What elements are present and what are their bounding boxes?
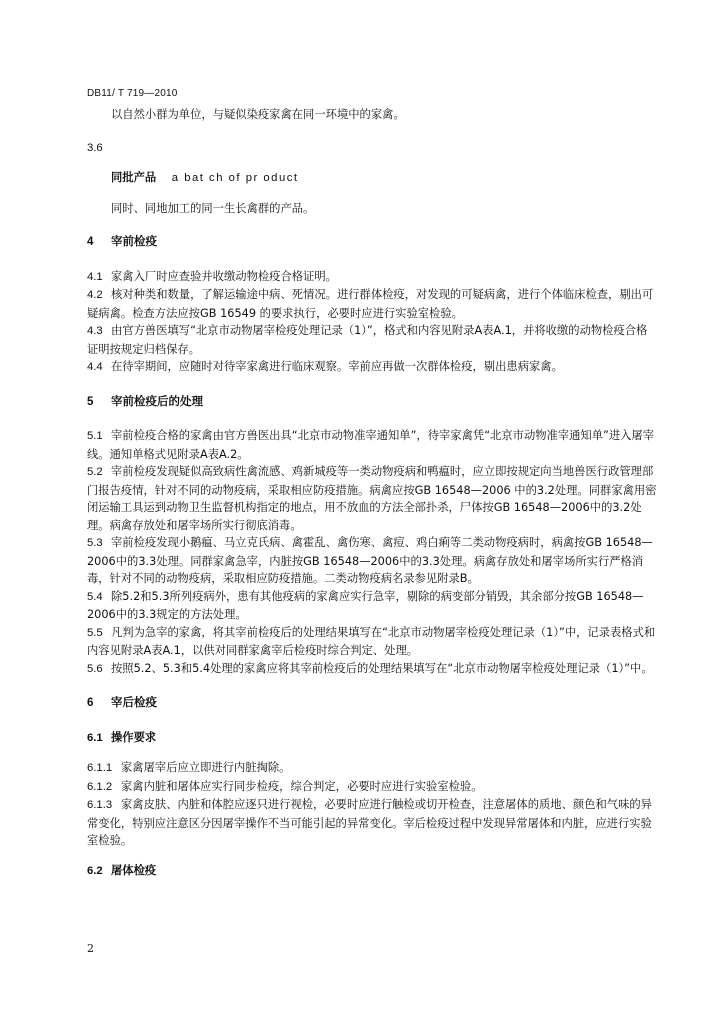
clause-3-6-definition: 同时、同地加工的同一生长禽群的产品。 bbox=[111, 201, 315, 215]
section-5-heading bbox=[87, 393, 657, 412]
clause-item: 6.1.1 家禽屠宰后应立即进行内脏掏除。 bbox=[87, 761, 291, 774]
clause-3-6-number: 3.6 bbox=[87, 141, 103, 154]
section-4-number: 4 bbox=[87, 236, 94, 248]
intro-line: 以自然小群为单位，与疑似染疫家禽在同一环境中的家禽。 bbox=[111, 108, 405, 121]
section-6-1-title: 操作要求 bbox=[111, 730, 157, 744]
clause-item: 4.4 在待宰期间，应随时对待宰家禽进行临床观察。宰前应再做一次群体检疫，剔出患病家禽。 bbox=[87, 360, 563, 373]
clause-item: 5.4 除5.2和5.3所列疫病外，患有其他疫病的家禽应实行急宰，剔除的病变部分销毁，其余部分按GB 16548—2006中的3.3规定的方法处理。 bbox=[87, 589, 644, 621]
clause-item: 5.5 凡判为急宰的家禽，将其宰前检疫后的处理结果填写在“北京市动物屠宰检疫处理记录（1）”中，记录表格式和内容见附录A表A.1，以供对同群家禽宰后检疫时综合判定、处理。 bbox=[87, 625, 656, 657]
section-6-1-heading bbox=[87, 729, 657, 748]
clause-item: 5.1 宰前检疫合格的家禽由官方兽医出具“北京市动物准宰通知单”，待宰家禽凭“北京市动物准宰通知单”进入屠宰线。通知单格式见附录A表A.2。 bbox=[87, 429, 655, 461]
section-5-title: 宰前检疫后的处理 bbox=[111, 393, 203, 408]
clause-item: 4.1 家禽入厂时应查验并收缴动物检疫合格证明。 bbox=[87, 269, 337, 283]
clause-item: 4.2 核对种类和数量，了解运输途中病、死情况。进行群体检疫，对发现的可疑病禽，进行个体临床检查，剔出可疑病禽。检查方法应按GB 16549 的要求执行，必要时应进行实验室检验。 bbox=[87, 288, 654, 320]
section-6-1-number: 6.1 bbox=[87, 731, 103, 744]
section-6-title: 宰后检疫 bbox=[111, 695, 157, 709]
document-body bbox=[87, 106, 657, 880]
section-6-1-items bbox=[87, 759, 657, 850]
section-6-2-title: 屠体检疫 bbox=[111, 863, 157, 877]
section-6-heading bbox=[87, 694, 657, 713]
clause-item: 5.6 按照5.2、5.3和5.4处理的家禽应将其宰前检疫后的处理结果填写在“北京市动物屠宰检疫处理记录（1）”中。 bbox=[87, 661, 653, 675]
clause-item: 4.3 由官方兽医填写“北京市动物屠宰检疫处理记录（1）”，格式和内容见附录A表A.1，并将收缴的动物检疫合格证明按规定归档保存。 bbox=[87, 324, 648, 356]
section-5-items bbox=[87, 427, 657, 678]
section-6-2-heading bbox=[87, 862, 657, 881]
clause-item: 5.3 宰前检疫发现小鹅瘟、马立克氏病、禽霍乱、禽伤寒、禽痘、鸡白痢等二类动物疫病时，病禽按GB 16548—2006中的3.3处理。同群家禽急宰，内脏按GB 16548—2006中的3.3处理。病禽存放处和屠宰场所实行严格消毒，针对不同的动物疫病，采取相应防疫措施。二类动物疫病名录参见附录B。 bbox=[87, 536, 653, 585]
section-4-heading bbox=[87, 233, 657, 252]
term-en: a bat ch of pr oduct bbox=[171, 172, 299, 184]
section-4-items bbox=[87, 268, 657, 377]
page-number: 2 bbox=[87, 942, 94, 955]
clause-item: 6.1.2 家禽内脏和屠体应实行同步检疫，综合判定，必要时应进行实验室检验。 bbox=[87, 779, 483, 793]
clause-item: 6.1.3 家禽皮肤、内脏和体腔应逐只进行视检，必要时应进行触检或切开检查，注意屠体的质地、颜色和气味的异常变化，特别应注意区分因屠宰操作不当可能引起的异常变化。宰后检疫过程中发现异常屠体和内脏，应进行实验室检验。 bbox=[87, 798, 652, 847]
section-5-number: 5 bbox=[87, 395, 94, 408]
document-code: DB11/ T 719—2010 bbox=[87, 88, 178, 99]
section-6-2-number: 6.2 bbox=[87, 864, 103, 877]
section-4-title: 宰前检疫 bbox=[111, 234, 157, 248]
section-6-number: 6 bbox=[87, 697, 94, 709]
term-cn: 同批产品 bbox=[111, 171, 157, 184]
clause-item: 5.2 宰前检疫发现疑似高致病性禽流感、鸡新城疫等一类动物疫病和鸭瘟时，应立即按规定向当地兽医行政管理部门报告疫情，针对不同的动物疫病，采取相应防疫措施。病禽应按GB 16548—2006 中的3.2处理。同群家禽用密闭运输工具运到动物卫生监督机构指定的地点，用不放血的方法全部扑杀，尸体按GB 16548—2006中的3.2处理。病禽存放处和屠宰场所实行彻底消毒。 bbox=[87, 465, 657, 532]
clause-3-6-term bbox=[111, 169, 657, 188]
